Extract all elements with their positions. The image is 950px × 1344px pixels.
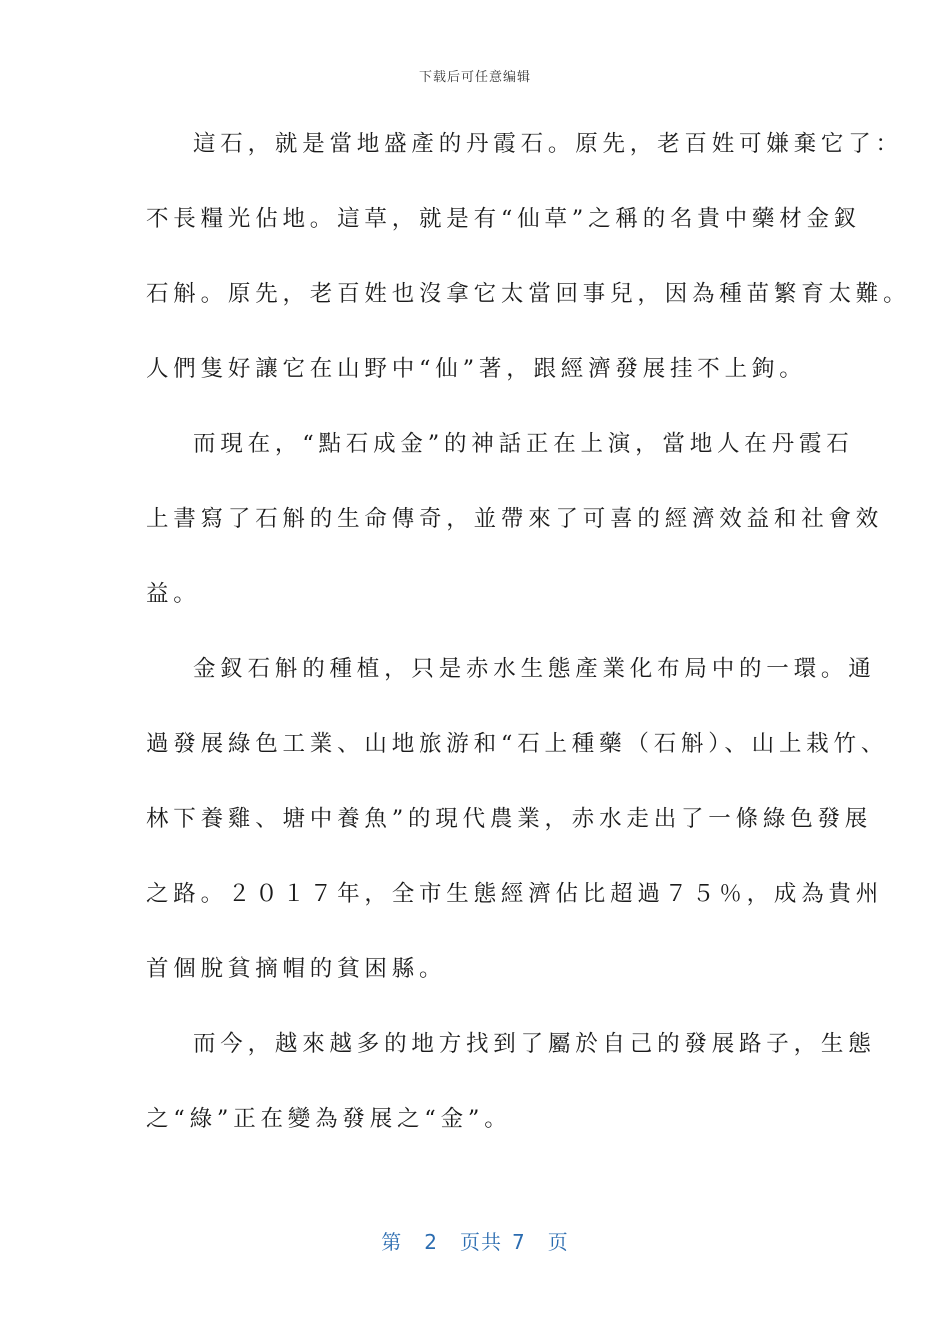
blank-line [146,314,810,352]
blank-line [146,1064,810,1102]
blank-line [146,539,810,577]
footer-suffix: 页 [547,1230,569,1254]
text-line: 人們隻好讓它在山野中“仙”著，跟經濟發展挂不上鉤。 [146,356,807,382]
text-line: 之路。２０１７年，全市生態經濟佔比超過７５％，成為貴州 [146,881,884,907]
text-line: 石斛。原先，老百姓也沒拿它太當回事兒，因為種苗繁育太難。 [146,281,911,307]
footer-prefix: 第 [381,1230,403,1254]
text-line: 林下養雞、塘中養魚”的現代農業，赤水走出了一條綠色發展 [146,806,873,832]
document-body [146,126,911,1139]
footer-total-pages: 7 [512,1230,526,1254]
text-line: 而今，越來越多的地方找到了屬於自己的發展路子，生態 [193,1031,876,1057]
text-line: 益。 [146,581,201,607]
text-line: 上書寫了石斛的生命傳奇，並帶來了可喜的經濟效益和社會效 [146,506,884,532]
text-line: 首個脫貧摘帽的貧困縣。 [146,956,447,982]
blank-line [146,764,810,802]
blank-line [146,239,810,277]
blank-line [146,389,810,427]
text-line: 過發展綠色工業、山地旅游和“石上種藥（石斛）、山上栽竹、 [146,731,889,757]
text-line: 而現在，“點石成金”的神話正在上演，當地人在丹霞石 [193,431,854,457]
text-line: 這石，就是當地盛產的丹霞石。原先，老百姓可嫌棄它了： [193,131,903,157]
page-footer [0,1226,950,1255]
blank-line [146,689,810,727]
blank-line [146,989,810,1027]
text-line: 不長糧光佔地。這草，就是有“仙草”之稱的名貴中藥材金釵 [146,206,862,232]
blank-line [146,164,810,202]
text-line: 金釵石斛的種植，只是赤水生態產業化布局中的一環。通 [193,656,876,682]
blank-line [146,914,810,952]
footer-page-number: 2 [424,1230,438,1254]
footer-middle: 页共 [460,1230,502,1254]
page-header: 下载后可任意编辑 [418,70,531,85]
blank-line [146,839,810,877]
text-line: 之“綠”正在變為發展之“金”。 [146,1106,512,1132]
blank-line [146,614,810,652]
blank-line [146,464,810,502]
